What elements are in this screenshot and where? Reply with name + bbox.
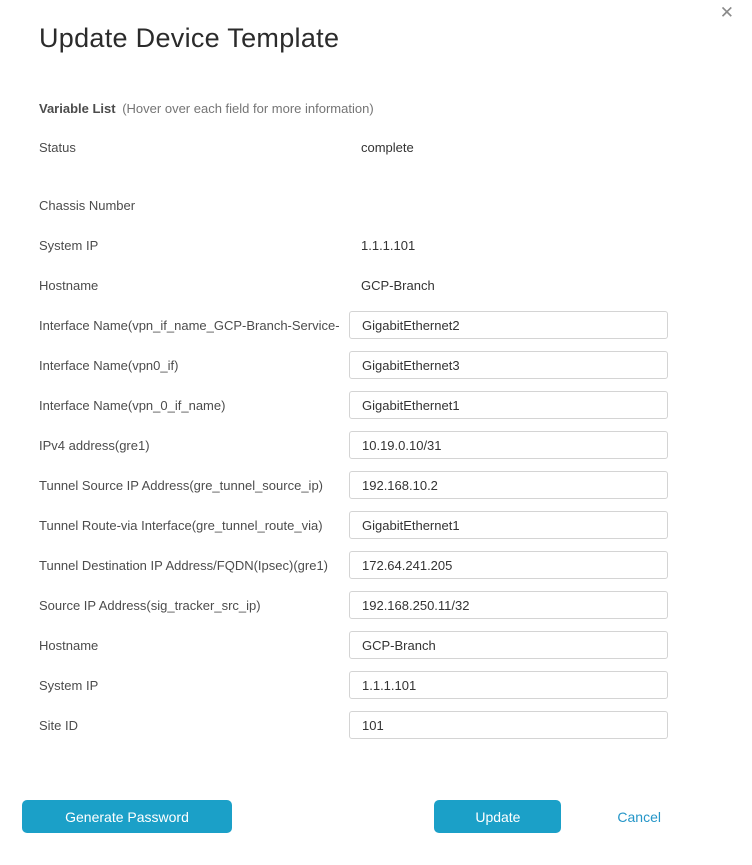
field-label: Source IP Address(sig_tracker_src_ip) <box>39 597 261 613</box>
field-input-system-ip[interactable] <box>349 671 668 699</box>
field-input-interface-name-vpn0-if[interactable] <box>349 351 668 379</box>
variable-list-title: Variable List <box>39 101 116 116</box>
field-row-ipv4-address-gre1 <box>39 431 668 459</box>
field-label: Hostname <box>39 277 99 293</box>
field-input-tunnel-source-ip[interactable] <box>349 471 668 499</box>
field-row-interface-name-vpn-0-if-name <box>39 391 668 419</box>
field-label: Status <box>39 139 76 155</box>
field-label: Tunnel Destination IP Address/FQDN(Ipsec)(gre1) <box>39 557 329 573</box>
dialog-footer <box>0 800 752 833</box>
field-row-system-ip-static <box>39 231 668 259</box>
variable-list-heading <box>39 100 668 118</box>
field-value: 1.1.1.101 <box>361 237 416 253</box>
field-label: Interface Name(vpn_0_if_name) <box>39 397 226 413</box>
generate-password-button[interactable]: Generate Password <box>22 800 232 833</box>
page-title: Update Device Template <box>39 23 340 53</box>
field-label: Interface Name(vpn_if_name_GCP-Branch-Service- <box>39 317 340 333</box>
field-value: GCP-Branch <box>361 277 435 293</box>
field-label: IPv4 address(gre1) <box>39 437 150 453</box>
cancel-link[interactable]: Cancel <box>617 808 661 825</box>
update-button[interactable]: Update <box>434 800 561 833</box>
field-label: Chassis Number <box>39 197 136 213</box>
field-label: Site ID <box>39 717 79 733</box>
field-input-tunnel-route-via[interactable] <box>349 511 668 539</box>
field-label: System IP <box>39 237 99 253</box>
variable-list <box>39 133 668 739</box>
field-row-tunnel-destination-ip <box>39 551 668 579</box>
field-label: Tunnel Source IP Address(gre_tunnel_source_ip) <box>39 477 324 493</box>
field-input-source-ip-address[interactable] <box>349 591 668 619</box>
field-label: System IP <box>39 677 99 693</box>
field-input-site-id[interactable] <box>349 711 668 739</box>
field-label: Tunnel Route-via Interface(gre_tunnel_route_via) <box>39 517 323 533</box>
field-input-interface-name-vpn-0-if-name[interactable] <box>349 391 668 419</box>
field-row-status <box>39 133 668 161</box>
field-value: complete <box>361 139 414 155</box>
field-row-interface-name-vpn0-if <box>39 351 668 379</box>
close-icon[interactable]: ✕ <box>719 3 734 22</box>
field-row-hostname <box>39 631 668 659</box>
field-row-site-id <box>39 711 668 739</box>
field-input-hostname[interactable] <box>349 631 668 659</box>
field-row-tunnel-route-via <box>39 511 668 539</box>
footer-actions <box>434 800 661 833</box>
field-row-tunnel-source-ip <box>39 471 668 499</box>
field-row-interface-name-service <box>39 311 668 339</box>
field-row-source-ip-address <box>39 591 668 619</box>
field-label: Interface Name(vpn0_if) <box>39 357 179 373</box>
field-input-interface-name-service[interactable] <box>349 311 668 339</box>
field-row-system-ip <box>39 671 668 699</box>
field-input-tunnel-destination-ip[interactable] <box>349 551 668 579</box>
variable-list-hint: (Hover over each field for more information) <box>122 101 374 116</box>
field-label: Hostname <box>39 637 99 653</box>
field-input-ipv4-address-gre1[interactable] <box>349 431 668 459</box>
field-row-chassis-number <box>39 191 668 219</box>
field-row-hostname-static <box>39 271 668 299</box>
